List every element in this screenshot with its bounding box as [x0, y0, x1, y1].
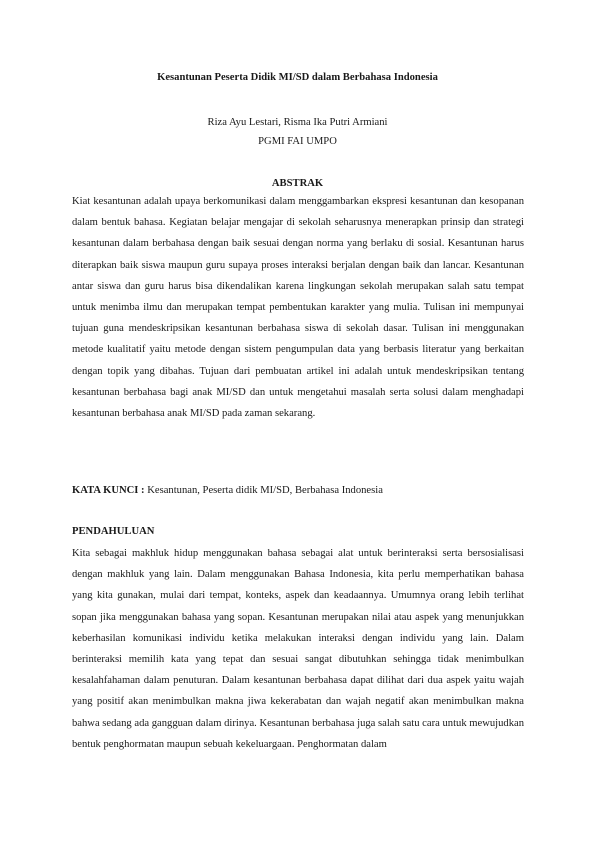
keywords-text: Kesantunan, Peserta didik MI/SD, Berbahasa Indonesia	[144, 485, 383, 496]
introduction-heading: PENDAHULUAN	[72, 526, 155, 537]
keywords-line	[72, 485, 524, 496]
introduction-text: Kita sebagai makhluk hidup menggunakan bahasa sebagai alat untuk berinteraksi serta bersosialisasi dengan makhluk yang lain. Dalam menggunakan Bahasa Indonesia, kita perlu memperhatikan bahasa yang kita gunakan, mulai dari tempat, konteks, aspek dan keadaannya. Umumnya orang lebih terlihat sopan jika menggunakan bahasa yang sopan. Kesantunan merupakan nilai atau aspek yang menunjukkan keberhasilan komunikasi individu ketika melakukan interaksi dengan individu yang lain. Dalam berinteraksi memilih kata yang tepat dan sesuai sangat dibutuhkan sehingga tidak menimbulkan kesalahfahaman dalam penuturan. Dalam kesantunan berbahasa dapat dilihat dari dua aspek yaitu wajah yang positif akan menimbulkan makna jiwa kekerabatan dan wajah negatif akan menimbulkan makna bahwa sedang ada gangguan dalam dirinya. Kesantunan berbahasa juga salah satu cara untuk mewujudkan bentuk penghormatan maupun sebuah kekeluargaan. Penghormatan dalam	[72, 548, 524, 750]
author-affiliation: PGMI FAI UMPO	[258, 136, 337, 147]
author-names: Riza Ayu Lestari, Risma Ika Putri Armiani	[207, 117, 388, 128]
paper-title: Kesantunan Peserta Didik MI/SD dalam Berbahasa Indonesia	[157, 72, 438, 83]
keywords-label: KATA KUNCI :	[72, 485, 145, 496]
abstract-text: Kiat kesantunan adalah upaya berkomunikasi dalam menggambarkan ekspresi kesantunan dan kesopanan dalam bentuk bahasa. Kegiatan belajar mengajar di sekolah seharusnya menerapkan prinsip dan strategi kesantunan dalam berbahasa dengan baik sesuai dengan norma yang berlaku di sosial. Kesantunan harus diterapkan baik siswa maupun guru supaya proses interaksi berjalan dengan baik dan lancar. Kesantunan antar siswa dan guru harus bisa dikendalikan karena lingkungan sekolah merupakan salah satu tempat untuk menimba ilmu dan merupakan tempat pembentukan karakter yang mulia. Tulisan ini mempunyai tujuan guna mendeskripsikan kesantunan berbahasa siswa di sekolah dasar. Tulisan ini menggunakan metode kualitatif yaitu metode dengan sistem pengumpulan data yang berbasis literatur yang berkaitan dengan topik yang dibahas. Tujuan dari pembuatan artikel ini adalah untuk mendeskripsikan tentang kesantunan berbahasa bagi anak MI/SD dan untuk mengetahui masalah serta solusi dalam menghadapi kesantunan berbahasa anak MI/SD pada zaman sekarang.	[72, 196, 524, 420]
abstract-heading: ABSTRAK	[271, 178, 324, 189]
